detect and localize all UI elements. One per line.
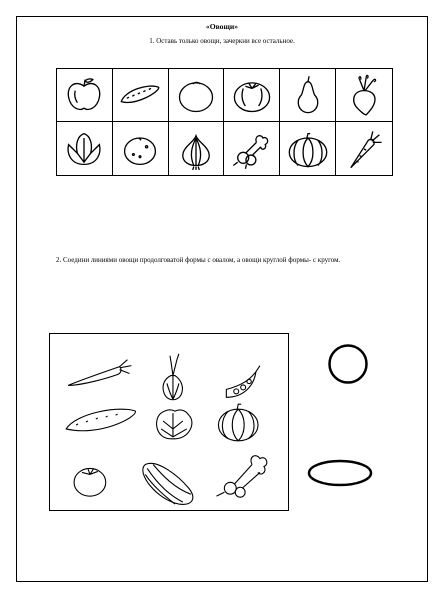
apple-icon	[62, 73, 106, 117]
pear-icon	[286, 73, 330, 117]
pea-pod-icon[interactable]	[226, 366, 260, 398]
grid-cell[interactable]	[169, 69, 225, 122]
pumpkin-icon	[286, 127, 330, 171]
cabbage-icon[interactable]	[157, 410, 192, 439]
cucumber-icon[interactable]	[66, 409, 135, 431]
grid-cell[interactable]	[336, 69, 392, 122]
task-2-instruction: 2. Соедини линиями овощи продолговатой формы с овалом, а овощи круглой формы- с кругом.	[56, 256, 341, 264]
matching-pictures-box	[49, 333, 289, 511]
grid-cell[interactable]	[57, 122, 113, 175]
circle-icon[interactable]	[328, 344, 368, 384]
tomato-icon	[230, 73, 274, 117]
grid-cell[interactable]	[169, 122, 225, 175]
orange-icon	[174, 73, 218, 117]
grid-cell[interactable]	[224, 69, 280, 122]
task-1-instruction: 1. Оставь только овощи, зачеркни все остальное.	[149, 37, 295, 45]
radish-icon[interactable]	[216, 456, 266, 497]
onion-icon	[174, 127, 218, 171]
tomato-icon[interactable]	[74, 468, 106, 496]
grid-cell[interactable]	[280, 69, 336, 122]
cucumber-icon	[118, 73, 162, 117]
grid-cell[interactable]	[224, 122, 280, 175]
carrot-icon[interactable]	[68, 360, 131, 386]
onion-icon[interactable]	[163, 354, 182, 400]
grid-cell[interactable]	[113, 69, 169, 122]
zucchini-icon[interactable]	[143, 463, 193, 504]
worksheet-page	[16, 16, 428, 582]
pumpkin-icon[interactable]	[218, 404, 258, 441]
worksheet-title: «Овощи»	[205, 22, 239, 31]
grid-cell[interactable]	[336, 122, 392, 175]
grid-cell[interactable]	[57, 69, 113, 122]
grid-cell[interactable]	[280, 122, 336, 175]
carrot-icon	[342, 127, 386, 171]
cabbage-icon	[62, 127, 106, 171]
grid-cell[interactable]	[113, 122, 169, 175]
beet-icon	[342, 73, 386, 117]
vegetables-fruits-grid	[56, 68, 393, 176]
oval-icon[interactable]	[307, 459, 373, 487]
tangerine-icon	[118, 127, 162, 171]
radish-icon	[230, 127, 274, 171]
